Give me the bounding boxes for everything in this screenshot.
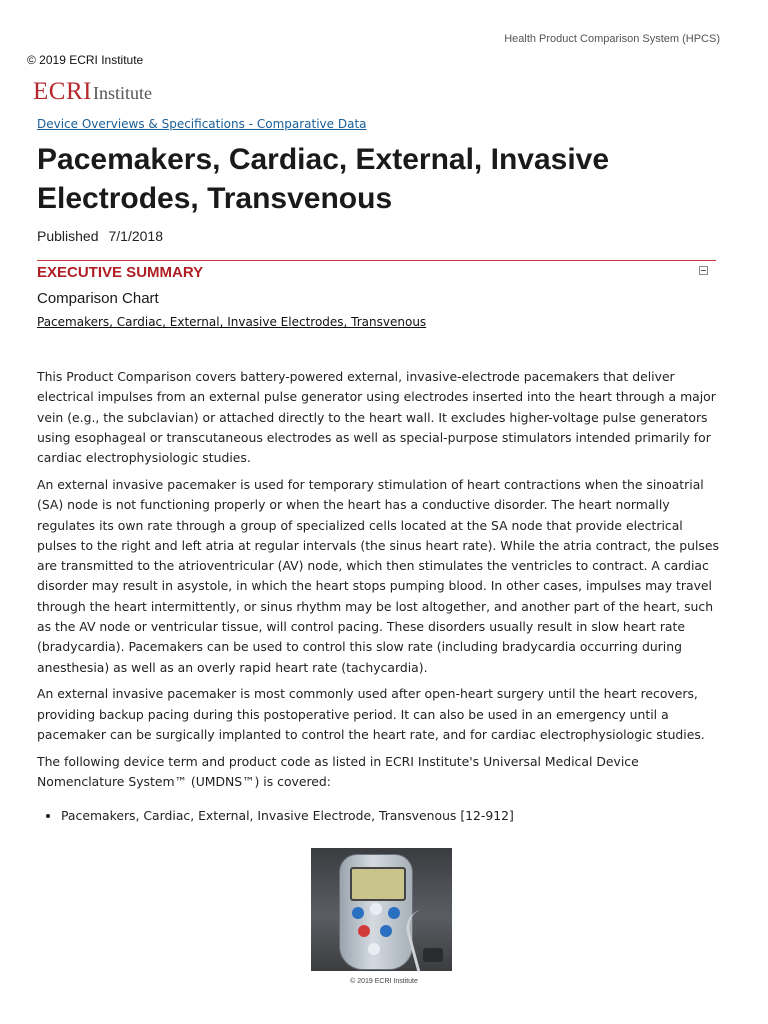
pacemaker-device-illustration: [339, 854, 413, 970]
device-term-list: [37, 806, 722, 826]
pacemaker-photo: [311, 848, 452, 971]
logo-suffix: Institute: [92, 83, 152, 103]
published-line: [37, 228, 163, 244]
comparison-chart-heading: Comparison Chart: [37, 290, 159, 307]
list-item: • Pacemakers, Cardiac, External, Invasive Electrode, Transvenous [12-912]: [61, 806, 722, 826]
paragraph: An external invasive pacemaker is used for temporary stimulation of heart contractions when the sinoatrial (SA) node is not functioning properly or when the heart has a conductive disorder. The heart normally regulates its own rate through a group of specialized cells located at the SA node that provide electrical pulses to the right and left atria at regular intervals (the sinus heart rate). While the atria contract, the pulses are transmitted to the atrioventricular (AV) node, which then stimulates the ventricles to contract. A cardiac disorder may result in asystole, in which the heart stops pumping blood. In other cases, impulses may travel through the heart intermittently, or sinus rhythm may be lost altogether, and another part of the heart, such as the AV node or ventricular tissue, will control pacing. These disorders usually result in slow heart rate (bradycardia). Pacemakers can be used to control this slow rate (including bradycardia occurring during anesthesia) as well as an overly rapid heart rate (tachycardia).: [37, 476, 719, 675]
breadcrumb-link[interactable]: Device Overviews & Specifications - Comparative Data: [37, 117, 367, 131]
paragraph: This Product Comparison covers battery-powered external, invasive-electrode pacemakers that deliver electrical impulses from an external pulse generator using electrodes inserted into the heart through a major vein (e.g., the subclavian) or attached directly to the heart wall. It excludes higher-voltage pulse generators using esophageal or transcutaneous electrodes as well as special-purpose stimulators intended primarily for cardiac electrophysiologic studies.: [37, 369, 716, 466]
logo-wordmark: ECRI: [33, 78, 92, 105]
device-clip: [423, 948, 443, 962]
copyright-notice: © 2019 ECRI Institute: [27, 53, 144, 67]
device-button: [380, 925, 392, 937]
paragraph: The following device term and product code as listed in ECRI Institute's Universal Medical Device Nomenclature System™ (UMDNS™) is covered:: [37, 753, 639, 790]
published-label: Published: [37, 228, 99, 244]
collapse-icon[interactable]: [699, 266, 708, 275]
device-button: [352, 907, 364, 919]
device-button: [368, 943, 380, 955]
page-title: Pacemakers, Cardiac, External, Invasive Electrodes, Transvenous: [37, 143, 610, 215]
paragraph: An external invasive pacemaker is most commonly used after open-heart surgery until the heart recovers, providing backup pacing during this postoperative period. It can also be used in an emergency until a pacemaker can be surgically implanted to control the heart rate, and for cardiac electrophysiologic studies.: [37, 686, 705, 743]
device-button: [370, 903, 382, 915]
ecri-logo[interactable]: [33, 78, 152, 106]
section-divider: [37, 260, 716, 261]
device-screen: [350, 867, 406, 901]
system-name: Health Product Comparison System (HPCS): [504, 33, 720, 45]
section-heading: EXECUTIVE SUMMARY: [37, 264, 204, 281]
device-button: [388, 907, 400, 919]
image-caption: © 2019 ECRI Institute: [350, 978, 418, 985]
summary-body: [37, 367, 722, 827]
device-button: [358, 925, 370, 937]
published-date: 7/1/2018: [108, 228, 163, 244]
comparison-chart-link[interactable]: Pacemakers, Cardiac, External, Invasive Electrodes, Transvenous: [37, 315, 427, 329]
